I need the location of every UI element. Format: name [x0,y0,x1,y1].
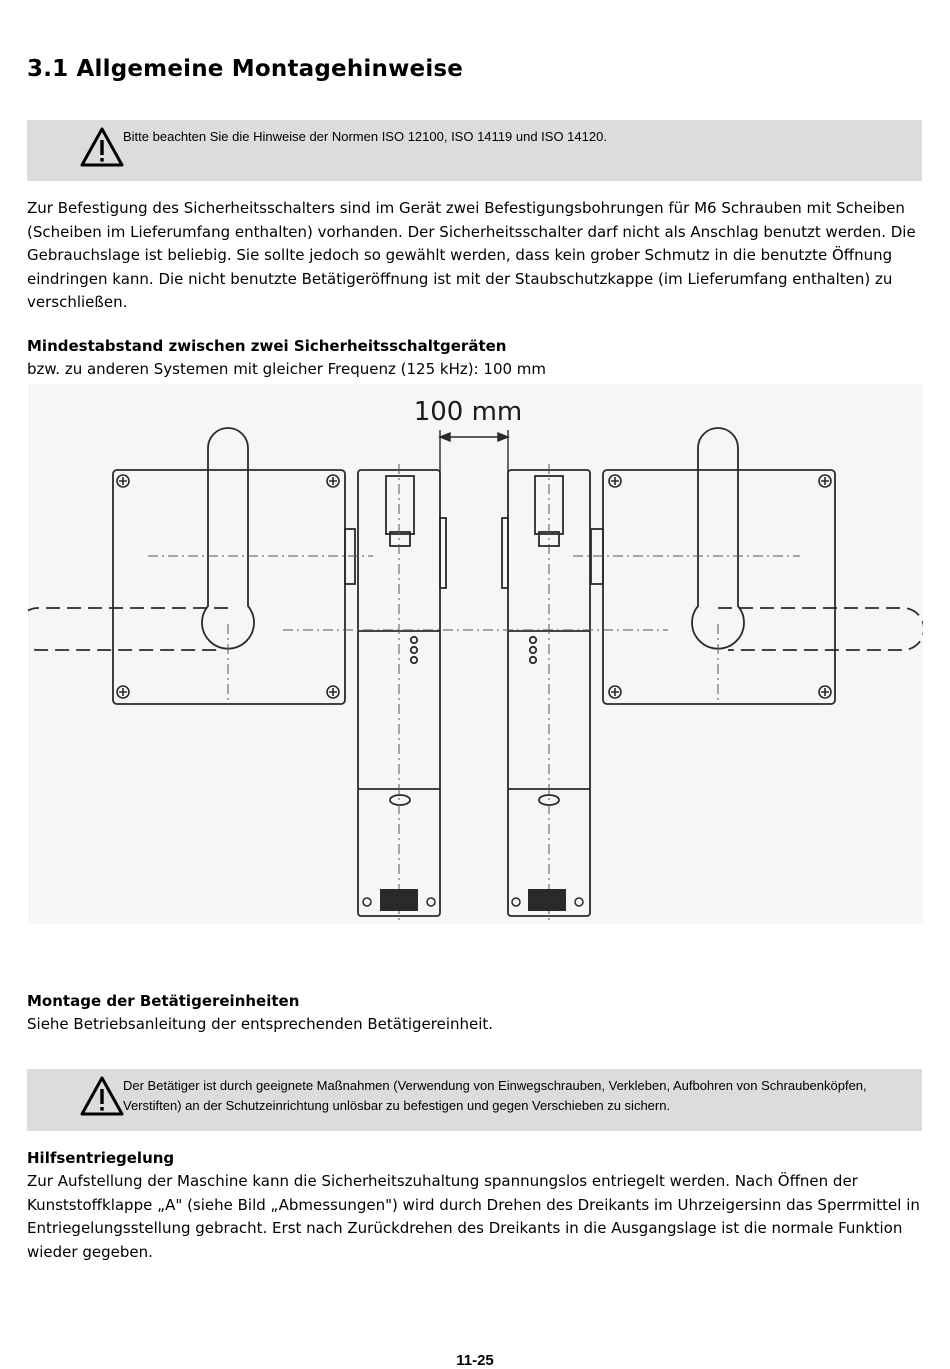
dimension-label: 100 mm [413,397,523,427]
warning-triangle-icon [79,126,125,168]
release-heading: Hilfsentriegelung [27,1149,175,1167]
note-text: Bitte beachten Sie die Hinweise der Normen ISO 12100, ISO 14119 und ISO 14120. [123,129,607,144]
mounting-distance-drawing [28,384,923,924]
actuator-text: Siehe Betriebsanleitung der entsprechenden Betätigereinheit. [27,1015,494,1033]
note-text: Der Betätiger ist durch geeignete Maßnahmen (Verwendung von Einwegschrauben, Verkleben, Aufbohren von Schraubenköpfen, Verstiften) an der Schutzeinrichtung unlösbar zu befestigen und gegen Verschieben zu sichern. [123,1078,867,1113]
distance-text: bzw. zu anderen Systemen mit gleicher Frequenz (125 kHz): 100 mm [27,360,547,378]
page-number: 11-25 [456,1352,494,1369]
warning-triangle-icon [79,1075,125,1117]
intro-paragraph: Zur Befestigung des Sicherheitsschalters sind im Gerät zwei Befestigungsbohrungen für M6 Schrauben mit Scheiben (Scheiben im Lieferumfang enthalten) vorhanden. Der Sicherheitsschalter darf nicht als Anschlag benutzt werden. Die Gebrauchslage ist beliebig. Sie sollte jedoch so gewählt werden, dass kein grober Schmutz in die benutzte Öffnung eindringen kann. Die nicht benutzte Betätigeröffnung ist mit der Staubschutzkappe (im Lieferumfang enthalten) zu verschließen. [27,199,916,312]
page-title: 3.1 Allgemeine Montagehinweise [27,56,464,82]
actuator-heading: Montage der Betätigereinheiten [27,992,300,1010]
distance-heading: Mindestabstand zwischen zwei Sicherheitsschaltgeräten [27,337,507,355]
warning-note [27,1069,922,1131]
warning-note [27,120,922,181]
release-text: Zur Aufstellung der Maschine kann die Sicherheitszuhaltung spannungslos entriegelt werden. Nach Öffnen der Kunststoffklappe „A" (siehe Bild „Abmessungen") wird durch Drehen des Dreikants im Uhrzeigersinn das Sperrmittel in Entriegelungsstellung gebracht. Erst nach Zurückdrehen des Dreikants in die Ausgangslage ist die normale Funktion wieder gegeben. [27,1172,920,1261]
